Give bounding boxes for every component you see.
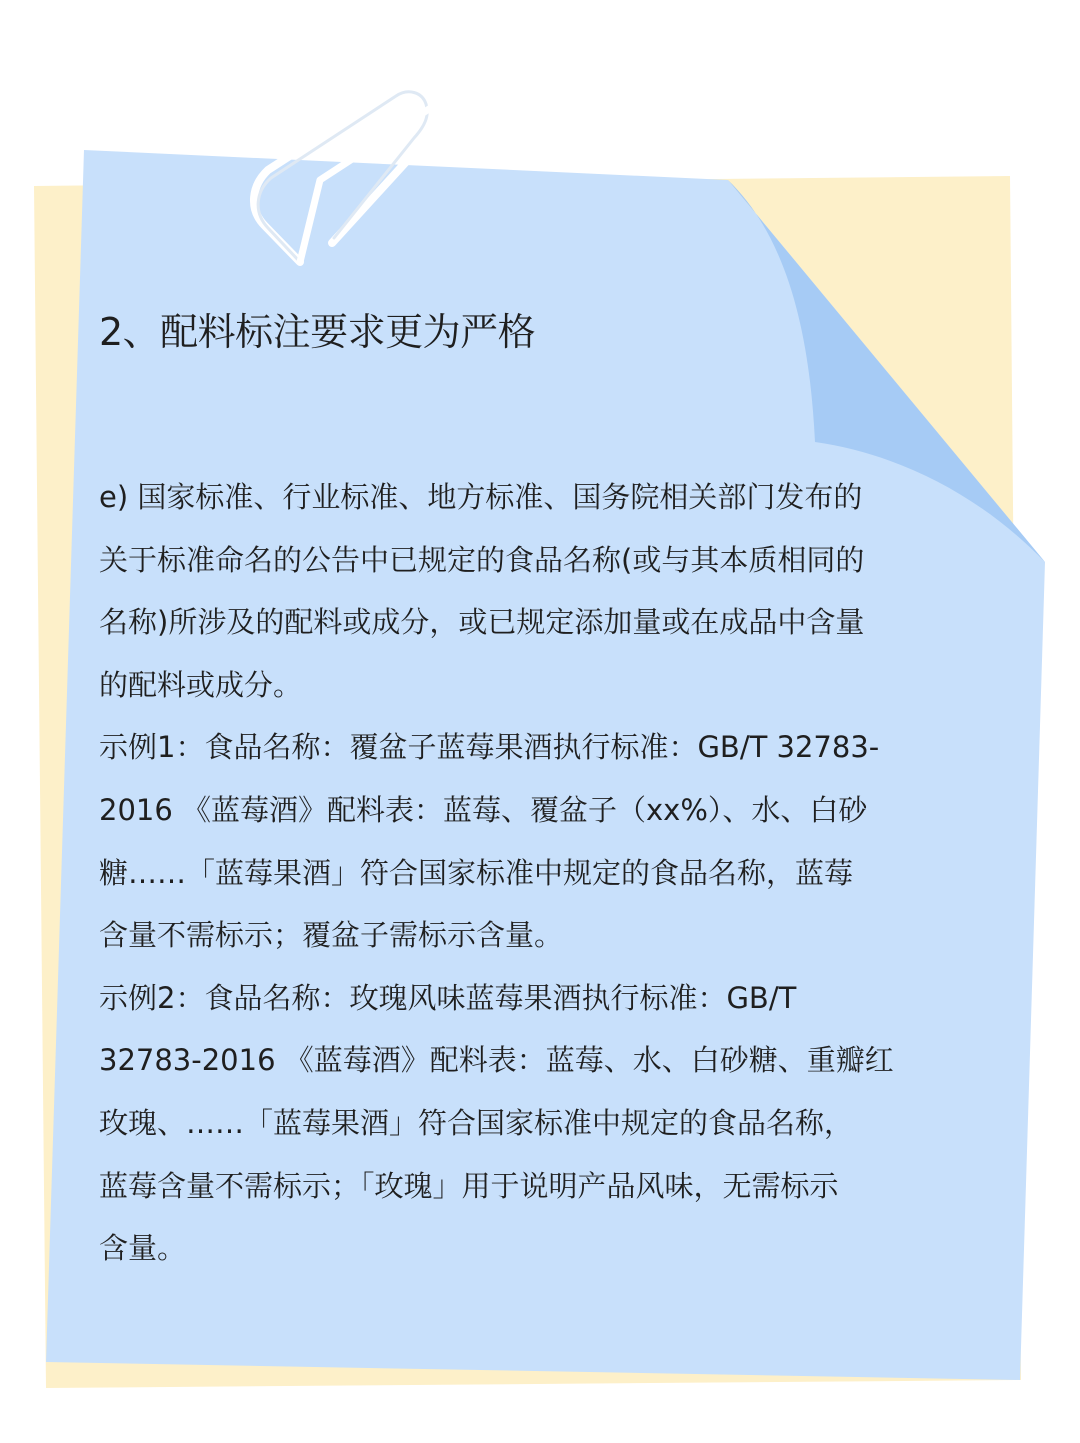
example-1-line: 糖……「蓝莓果酒」符合国家标准中规定的食品名称，蓝莓 xyxy=(99,855,854,890)
example-2-line: 32783-2016 《蓝莓酒》配料表：蓝莓、水、白砂糖、重瓣红 xyxy=(99,1043,894,1078)
body-line: 名称)所涉及的配料或成分，或已规定添加量或在成品中含量 xyxy=(99,605,865,640)
body-line: e) 国家标准、行业标准、地方标准、国务院相关部门发布的 xyxy=(99,480,863,514)
note-heading: 2、配料标注要求更为严格 xyxy=(99,310,536,354)
note-body xyxy=(99,466,949,1280)
body-line: 关于标准命名的公告中已规定的食品名称(或与其本质相同的 xyxy=(99,542,865,577)
example-2-line: 玫瑰、……「蓝莓果酒」符合国家标准中规定的食品名称， xyxy=(99,1105,854,1140)
example-2-line: 含量。 xyxy=(99,1231,187,1266)
body-line: 的配料或成分。 xyxy=(99,667,303,702)
example-1-line: 示例1：食品名称：覆盆子蓝莓果酒执行标准：GB/T 32783- xyxy=(99,730,880,765)
example-2-line: 示例2：食品名称：玫瑰风味蓝莓果酒执行标准：GB/T xyxy=(99,980,797,1015)
example-1-line: 2016 《蓝莓酒》配料表：蓝莓、覆盆子（xx%）、水、白砂 xyxy=(99,792,868,827)
example-2-line: 蓝莓含量不需标示；「玫瑰」用于说明产品风味，无需标示 xyxy=(99,1168,839,1203)
example-1-line: 含量不需标示；覆盆子需标示含量。 xyxy=(99,918,564,953)
